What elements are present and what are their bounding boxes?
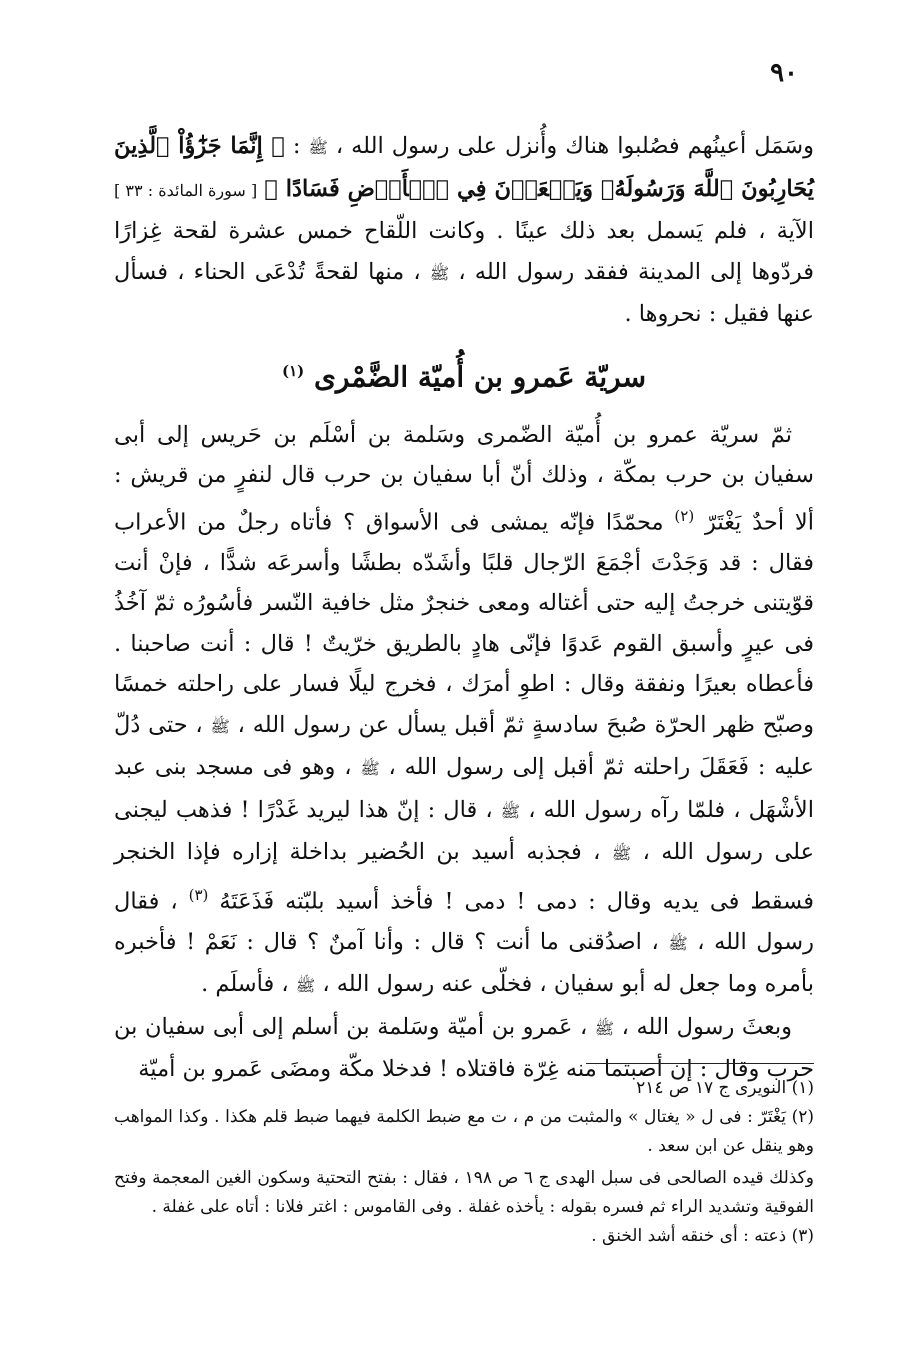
text-run: ، وهو فى مسجد بنى عبد الأشْهَل ، فلمّا رآه رسول الله ، xyxy=(114,754,815,823)
footnote-2: (٢) يَغْتَرّ : فى ل « يغتال » والمثبت من م ، ت مع ضبط الكلمة فيهما ضبط قلم هكذا . وكذا المواهب وهو ينقل عن ابن سعد . xyxy=(114,1107,814,1156)
text-run: ، اصدُقنى ما أنت ؟ قال : وأنا آمنٌ ؟ قال : نَعَمْ ! فأخبره بأمره وما جعل له أبو سفيان ، فخلّى عنه رسول الله ، xyxy=(114,928,814,998)
footnote-2-continued: وكذلك قيده الصالحى فى سبل الهدى ج ٦ ص ١٩٨ ، فقال : بفتح التحتية وسكون الغين المعجمة وفتح الفوقية وتشديد الراء ثم فسره بقوله : يأخذه غفلة . وفى القاموس : اغتر فلانا : أتاه على غفلة . xyxy=(114,1168,814,1217)
footnote-1: (١) النويرى ج ١٧ ص ٢١٤ xyxy=(636,1078,814,1098)
paragraph-1: وسَمَل أعينُهم فصُلبوا هناك وأُنزل على رسول الله ، ﷺ : ﴿ إِنَّمَا جَزَٰٓؤُاْ ٱلَّذِينَ يُحَارِبُونَ ٱللَّهَ وَرَسُولَهُۥ وَيَسۡعَوۡنَ فِي ٱلۡأَرۡضِ فَسَادًا ﴾ [ سورة المائدة : ٣٣ ] الآية ، فلم يَسمل بعد ذلك عينًا . وكانت اللّقاح خمس عشرة لقحة غِزارًا فردّوها إلى المدينة ففقد رسول الله ، ﷺ ، منها لقحةً تُدْعَى الحناء ، فسأل عنها فقيل : نحروها . xyxy=(114,133,815,327)
quran-verse: ﴿ إِنَّمَا جَزَٰٓؤُاْ ٱلَّذِينَ يُحَارِبُونَ ٱللَّهَ وَرَسُولَهُۥ وَيَسۡعَوۡنَ فِي ٱلۡأَرۡضِ فَسَادًا ﴾ xyxy=(114,133,815,202)
salla-glyph: ﷺ xyxy=(210,716,230,736)
footnote-ref-2: (٢) xyxy=(674,506,695,525)
text-run: ، فأسلَم . xyxy=(201,971,289,998)
text-run: وبعثَ رسول الله ، xyxy=(621,1013,792,1040)
salla-glyph: ﷺ xyxy=(668,933,688,953)
text-run: ، قال : إنّ هذا ليريد غَدْرًا ! فذهب ليجنى على رسول الله ، xyxy=(114,796,815,866)
section-heading xyxy=(114,347,814,401)
text-run: ، منها لقحةً تُدْعَى الحناء ، فسأل عنها فقيل : نحروها . xyxy=(114,258,814,327)
text-run: ، عَمرو بن أميّة وسَلمة بن أسلم إلى أبى سفيان بن حرب وقال : إن أصبتما منه غِرّة فاقتلاه ! فدخلا مكّة ومضَى عَمرو بن أميّة xyxy=(114,1013,814,1083)
footnote-divider xyxy=(586,1063,814,1064)
salla-glyph: ﷺ xyxy=(500,801,521,821)
main-text xyxy=(114,126,814,1090)
salla-glyph: ﷺ xyxy=(295,976,316,996)
text-run: محمّدًا فإنّه يمشى فى الأسواق ؟ فأتاه رجلٌ من الأعراب فقال : قد وَجَدْتَ أجْمَعَ الرّجال قلبًا وأشَدّه بطشًا وأسرعَه شدًّا ، فإنْ أنت قوّيتنى خرجتُ إليه حتى أغتاله ومعى خنجرٌ مثل خافية النّسر فأسُورُه ثمّ آخُذُ فى عيرٍ وأسبق القوم عَدوًا فإنّى هادٍ بالطريق خرّيتٌ ! قال : أنت صاحبنا . فأعطاه بعيرًا ونفقة وقال : اطوِ أمرَك ، فخرج ليلًا فسار على راحلته خمسًا وصبّح ظهر الحرّة صُبحَ سادسةٍ ثمّ أقبل يسأل عن رسول الله ، xyxy=(114,509,815,738)
salla-glyph: ﷺ xyxy=(360,759,380,779)
text-run: ، فجذبه أسيد بن الحُضير بداخلة إزاره فإذا الخنجر فسقط فى يديه وقال : دمى ! دمى ! فأخذ أسيد بلبّته فَذَعَتَهُ xyxy=(114,839,814,915)
text-run: الآية ، فلم يَسمل بعد ذلك عينًا . وكانت اللّقاح خمس عشرة لقحة غِزارًا فردّوها إلى المدينة ففقد رسول الله ، xyxy=(114,218,814,285)
heading-text: سريّة عَمرو بن أُميّة الضَّمْرى xyxy=(313,359,647,393)
footnote-3: (٣) ذعته : أى خنقه أشد الخنق . xyxy=(591,1226,814,1246)
text-run: ، حتى دُلّ عليه : فَعَقَلَ راحلته ثمّ أقبل إلى رسول الله ، xyxy=(114,711,814,781)
text-run: ، فقال رسول الله ، xyxy=(114,888,814,955)
paragraph-2 xyxy=(114,415,814,1007)
footnote-ref-3: (٣) xyxy=(188,885,209,904)
sura-reference: [ سورة المائدة : ٣٣ ] xyxy=(114,180,258,200)
salla-glyph: ﷺ xyxy=(594,1018,615,1038)
footnote-ref-1: (١) xyxy=(281,361,305,380)
footnotes xyxy=(114,1074,814,1251)
salla-glyph: ﷺ xyxy=(308,138,328,157)
text-run: وسَمَل أعينُهم فصُلبوا هناك وأُنزل على رسول الله ، xyxy=(335,133,815,159)
salla-glyph: ﷺ xyxy=(429,263,450,283)
salla-glyph: ﷺ xyxy=(611,844,632,864)
page-number: ٩٠ xyxy=(770,58,798,88)
text-run: ثمّ سريّة عمرو بن أُميّة الضّمرى وسَلمة بن أسْلَم بن حَريس إلى أبى سفيان بن حرب بمكّة ، وذلك أنّ أبا سفيان بن حرب قال لنفرٍ من قريش : ألا أحدٌ يَغْتَرّ xyxy=(114,421,814,536)
